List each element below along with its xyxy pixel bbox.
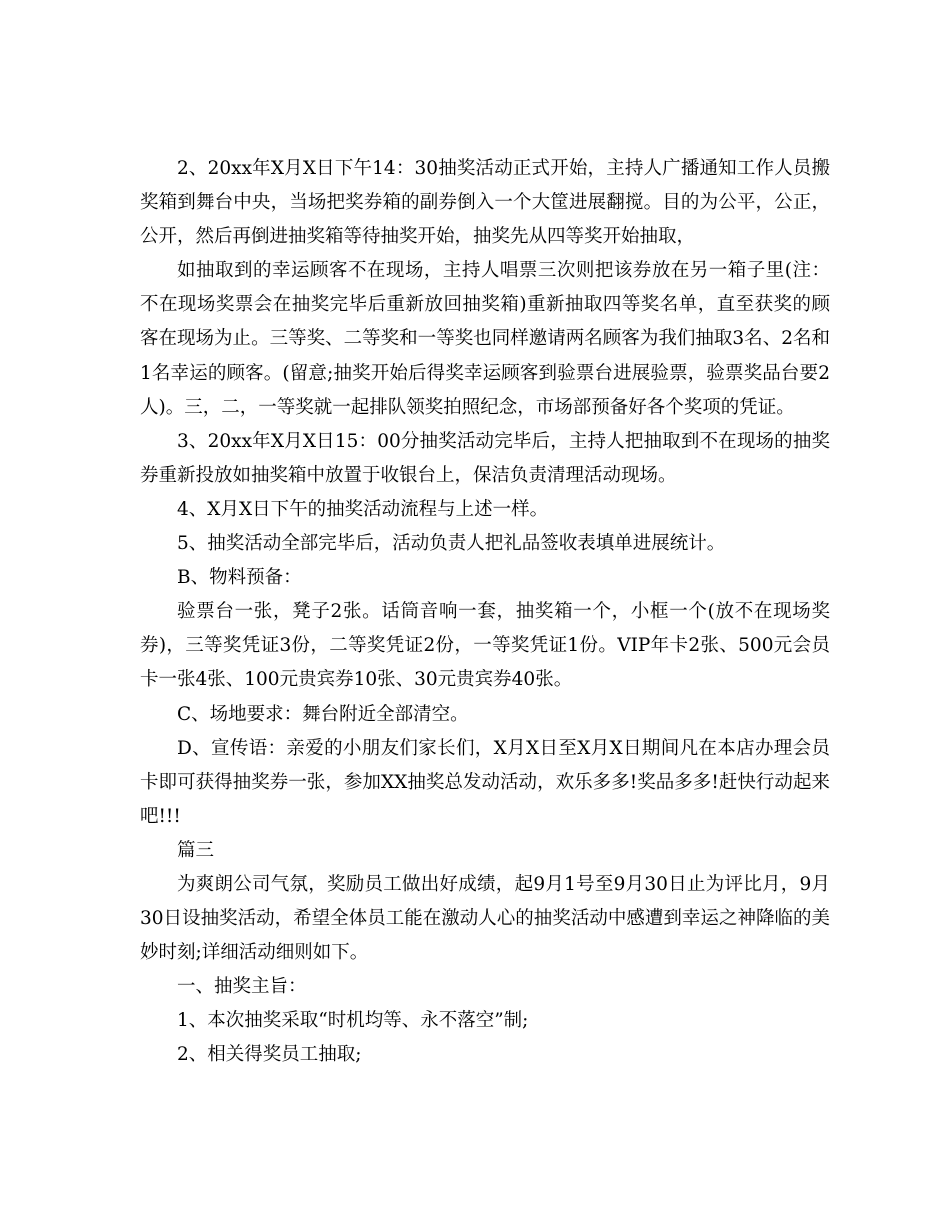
heading-part-three: 篇三 [177,839,215,861]
paragraph-step-3: 3、20xx年X月X日15：00分抽奖活动完毕后，主持人把抽取到不在现场的抽奖券重新投放如抽奖箱中放置于收银台上，保洁负责清理活动现场。 [140,430,830,486]
list-item-2: 2、相关得奖员工抽取; [177,1044,362,1066]
list-item-1: 1、本次抽奖采取“时机均等、永不落空”制; [177,1010,529,1032]
paragraph-intro: 为爽朗公司气氛，奖励员工做出好成绩，起9月1号至9月30日止为评比月，9月30日设抽奖活动，希望全体员工能在激动人心的抽奖活动中感遭到幸运之神降临的美妙时刻;详细活动细则如下。 [140,873,830,964]
heading-purpose: 一、抽奖主旨： [177,976,307,998]
paragraph-step-5: 5、抽奖活动全部完毕后，活动负责人把礼品签收表填单进展统计。 [177,533,726,555]
document-body [140,152,830,1073]
paragraph-step-2: 2、20xx年X月X日下午14：30抽奖活动正式开始，主持人广播通知工作人员搬奖箱到舞台中央，当场把奖券箱的副券倒入一个大筐进展翻搅。目的为公平，公正，公开，然后再倒进抽奖箱等待抽奖开始，抽奖先从四等奖开始抽取， [140,158,830,248]
paragraph-slogan: D、宣传语：亲爱的小朋友们家长们，X月X日至X月X日期间凡在本店办理会员卡即可获得抽奖券一张，参加XX抽奖总发动活动，欢乐多多!奖品多多!赶快行动起来吧!!! [140,737,830,827]
paragraph-materials: 验票台一张，凳子2张。话筒音响一套，抽奖箱一个，小框一个(放不在现场奖券)，三等奖凭证3份，二等奖凭证2份，一等奖凭证1份。VIP年卡2张、500元会员卡一张4张、100元贵宾券10张、30元贵宾券40张。 [140,601,830,691]
paragraph-absent-winner: 如抽取到的幸运顾客不在现场，主持人唱票三次则把该券放在另一箱子里(注：不在现场奖票会在抽奖完毕后重新放回抽奖箱)重新抽取四等奖名单，直至获奖的顾客在现场为止。三等奖、二等奖和一等奖也同样邀请两名顾客为我们抽取3名、2名和1名幸运的顾客。(留意;抽奖开始后得奖幸运顾客到验票台进展验票，验票奖品台要2人)。三，二，一等奖就一起排队领奖拍照纪念，市场部预备好各个奖项的凭证。 [140,260,830,418]
heading-materials: B、物料预备： [177,567,302,589]
paragraph-step-4: 4、X月X日下午的抽奖活动流程与上述一样。 [177,498,549,520]
heading-venue: C、场地要求：舞台附近全部清空。 [177,703,469,725]
